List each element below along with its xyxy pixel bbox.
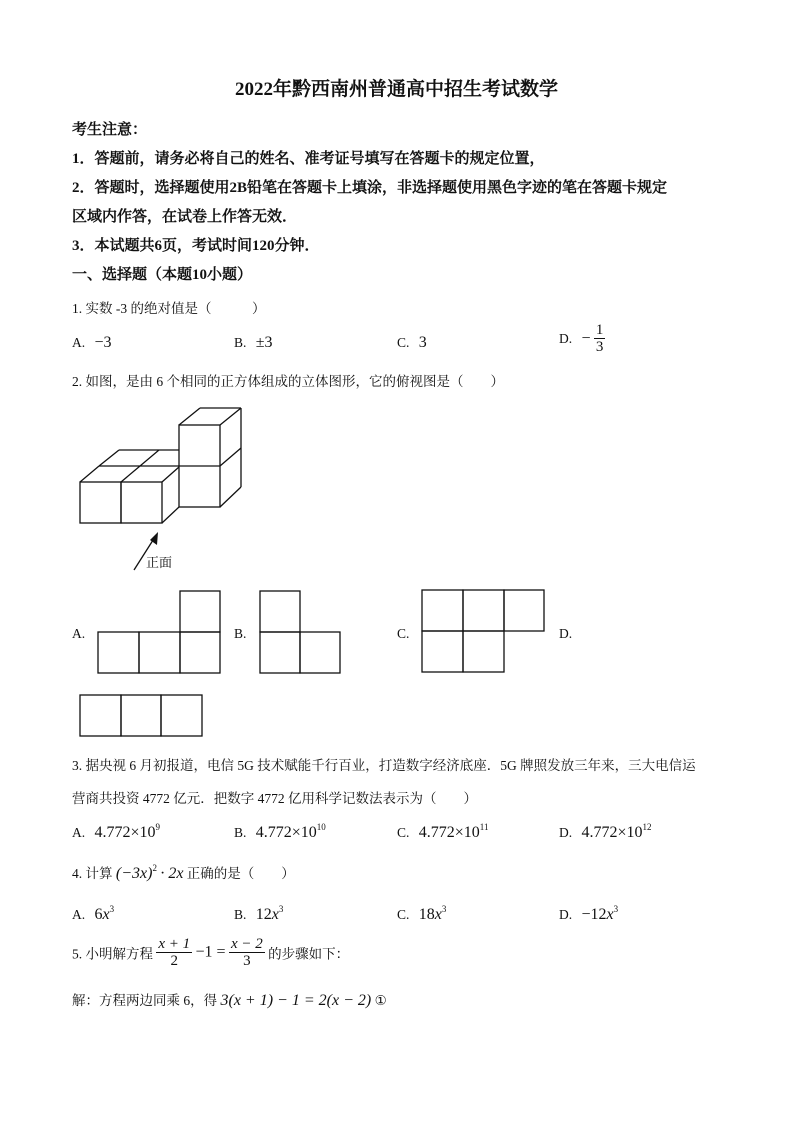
question-3-stem-line2: 营商共投资 4772 亿元．把数字 4772 亿用科学记数法表示为（ ） <box>72 791 477 806</box>
option-label: D. <box>559 330 573 346</box>
q3-option-d[interactable]: D. $4.772\times 10^{12}$ <box>559 822 652 841</box>
notice-item-1: 1．答题前，请务必将自己的姓名、准考证号填写在答题卡的规定位置， <box>72 151 545 167</box>
q4-option-d[interactable]: D. $-12x^3$ <box>559 904 619 923</box>
q4-option-b[interactable]: B. $12x^3$ <box>234 904 284 923</box>
q4-option-c[interactable]: C. $18x^3$ <box>397 904 447 923</box>
page-title: 2022年黔西南州普通高中招生考试数学 <box>234 79 558 100</box>
option-sign: − <box>581 329 591 347</box>
q3-option-c[interactable]: C. $4.772\times 10^{11}$ <box>397 822 489 841</box>
q2-option-a-figure[interactable] <box>97 590 223 676</box>
q3-option-b[interactable]: B. $4.772\times 10^{10}$ <box>234 822 326 841</box>
q2-option-d-figure[interactable] <box>79 694 207 738</box>
q2-option-c-label[interactable]: C. <box>397 626 410 641</box>
notice-item-2-cont: 区域内作答，在试卷上作答无效． <box>72 209 298 225</box>
q2-option-a-label[interactable]: A. <box>72 626 86 641</box>
question-5-stem: 5. 小明解方程 $\frac{x + 1}{2}$ −1 = $\frac{x - 2}{3}$ 的步骤如下： <box>72 936 350 969</box>
option-value: ±3 <box>255 334 273 351</box>
option-label: C. <box>397 825 410 840</box>
option-label: C. <box>397 335 410 350</box>
front-label: 正面 <box>146 556 173 571</box>
q2-option-d-label[interactable]: D. <box>559 626 573 641</box>
q3-option-a[interactable]: A. $4.772\times 10^9$ <box>72 822 161 841</box>
section-heading: 一、选择题（本题10小题） <box>72 267 253 283</box>
option-label: D. <box>559 825 573 840</box>
notice-item-2: 2．答题时，选择题使用2B铅笔在答题卡上填涂，非选择题使用黑色字迹的笔在答题卡规定 <box>72 180 668 196</box>
option-label: B. <box>234 825 247 840</box>
q4-option-a[interactable]: A. $6x^3$ <box>72 904 115 923</box>
notice-heading: 考生注意： <box>72 122 148 138</box>
fraction: $\frac{1}{3}$ <box>595 322 604 355</box>
question-3-stem-line1: 3. 据央视 6 月初报道，电信 5G 技术赋能千行百业，打造数字经济底座．5G 牌照发放三年来，三大电信运 <box>72 758 696 773</box>
q2-option-b-label[interactable]: B. <box>234 626 247 641</box>
question-2-stem: 2. 如图，是由 6 个相同的正方体组成的立体图形，它的俯视图是（ ） <box>72 374 504 389</box>
q2-option-c-figure[interactable] <box>420 589 550 675</box>
notice-item-3: 3．本试题共6页，考试时间120分钟． <box>72 238 320 254</box>
option-value: 3 <box>418 334 427 351</box>
q2-option-b-figure[interactable] <box>253 590 345 676</box>
option-label: A. <box>72 335 86 350</box>
option-value: −3 <box>94 334 112 351</box>
fraction-left: $\frac{x + 1}{2}$ <box>158 936 191 969</box>
option-label: A. <box>72 825 86 840</box>
fraction-right: $\frac{x - 2}{3}$ <box>230 936 263 969</box>
question-1-stem: 1. 实数 -3 的绝对值是（ ） <box>72 301 266 316</box>
question-4-stem: 4. 计算 $(-3x)^2 \cdot 2x$ 正确的是（ ） <box>72 863 295 882</box>
option-label: B. <box>234 335 247 350</box>
question-5-solution: 解：方程两边同乘 6，得 3(x + 1) − 1 = 2(x − 2) ① <box>72 992 387 1009</box>
